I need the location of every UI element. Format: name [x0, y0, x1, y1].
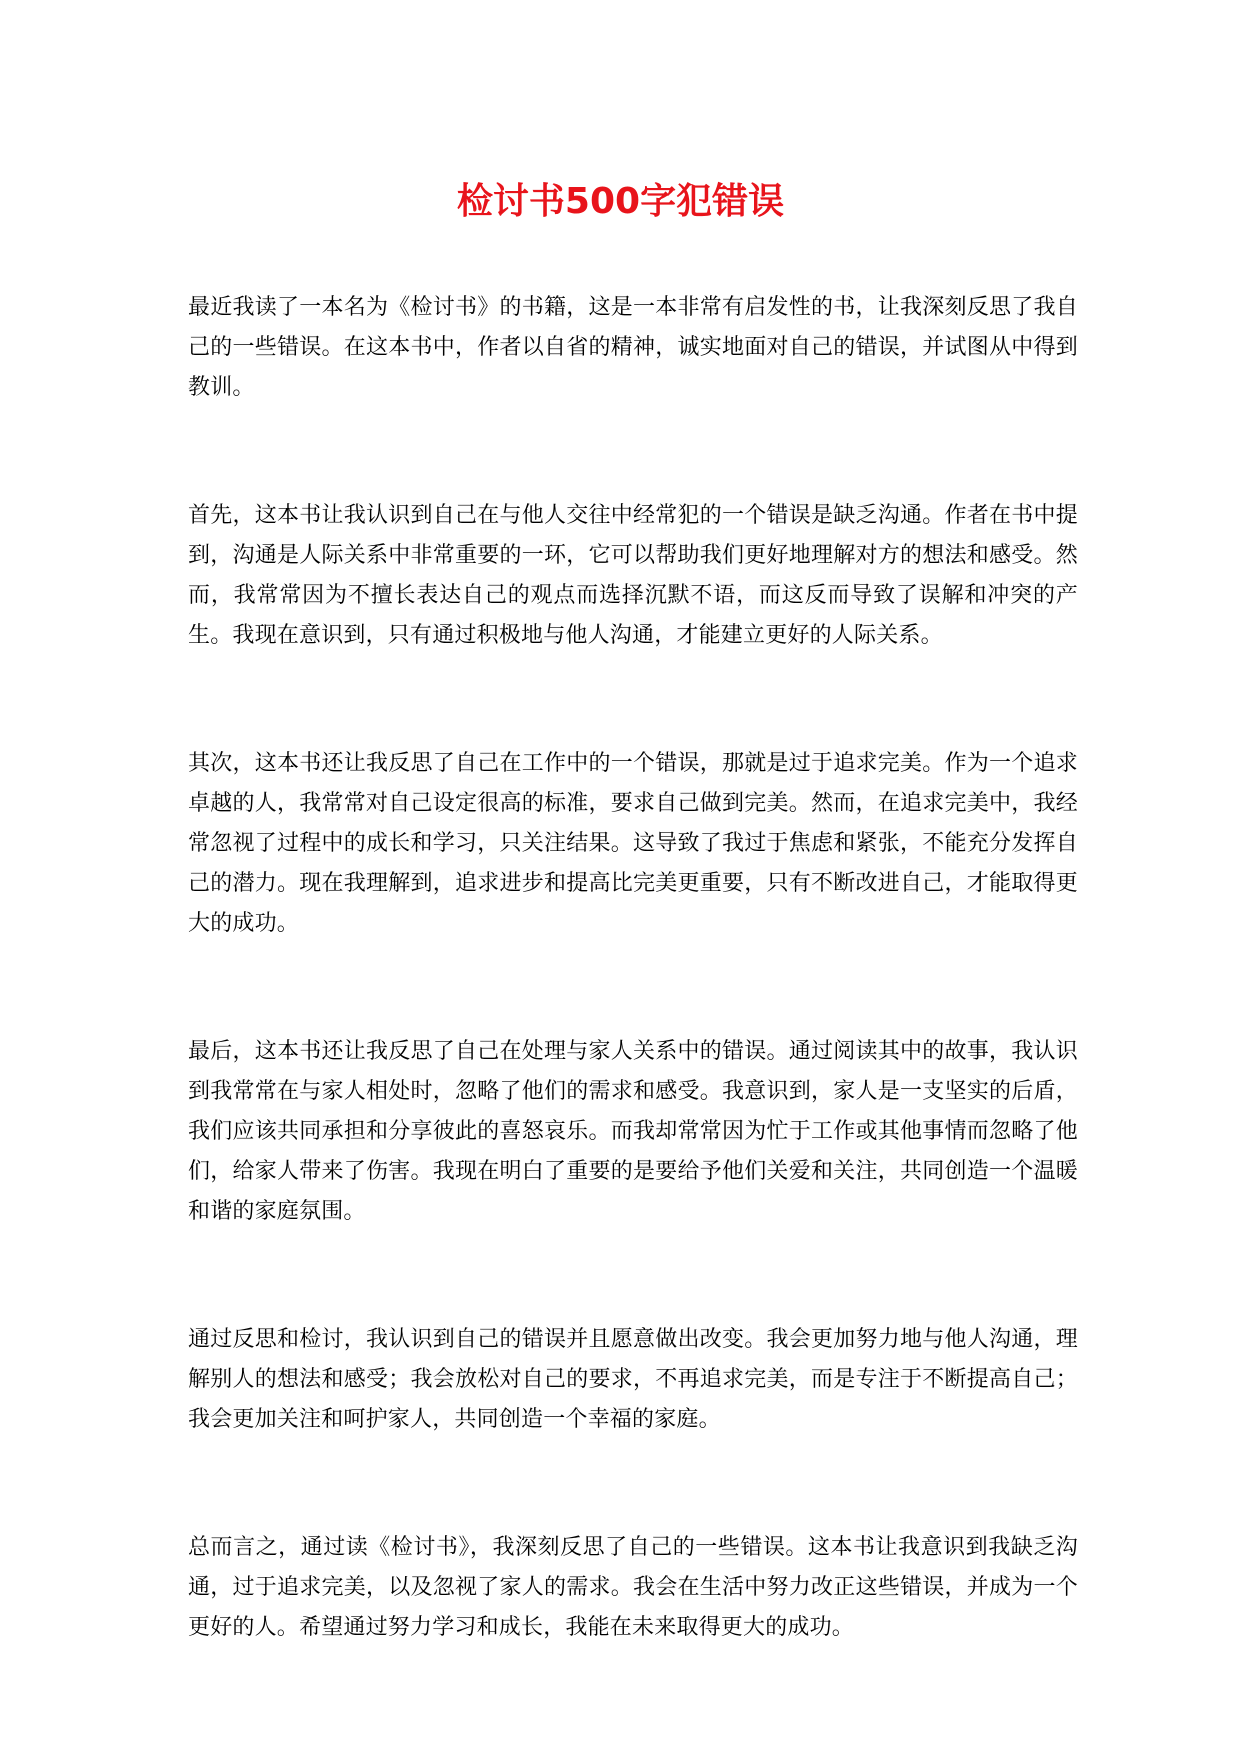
- paragraph-5: 通过反思和检讨，我认识到自己的错误并且愿意做出改变。我会更加努力地与他人沟通，理解别人的想法和感受；我会放松对自己的要求，不再追求完美，而是专注于不断提高自己；我会更加关注和呵护家人，共同创造一个幸福的家庭。: [188, 1327, 1078, 1432]
- document-title: 检讨书500字犯错误: [456, 181, 785, 222]
- paragraph-2: 首先，这本书让我认识到自己在与他人交往中经常犯的一个错误是缺乏沟通。作者在书中提到，沟通是人际关系中非常重要的一环，它可以帮助我们更好地理解对方的想法和感受。然而，我常常因为不擅长表达自己的观点而选择沉默不语，而这反而导致了误解和冲突的产生。我现在意识到，只有通过积极地与他人沟通，才能建立更好的人际关系。: [188, 503, 1078, 648]
- paragraph-3: 其次，这本书还让我反思了自己在工作中的一个错误，那就是过于追求完美。作为一个追求卓越的人，我常常对自己设定很高的标准，要求自己做到完美。然而，在追求完美中，我经常忽视了过程中的成长和学习，只关注结果。这导致了我过于焦虑和紧张，不能充分发挥自己的潜力。现在我理解到，追求进步和提高比完美更重要，只有不断改进自己，才能取得更大的成功。: [188, 751, 1078, 936]
- paragraph-6: 总而言之，通过读《检讨书》，我深刻反思了自己的一些错误。这本书让我意识到我缺乏沟通，过于追求完美，以及忽视了家人的需求。我会在生活中努力改正这些错误，并成为一个更好的人。希望通过努力学习和成长，我能在未来取得更大的成功。: [188, 1535, 1078, 1640]
- paragraph-1: 最近我读了一本名为《检讨书》的书籍，这是一本非常有启发性的书，让我深刻反思了我自己的一些错误。在这本书中，作者以自省的精神，诚实地面对自己的错误，并试图从中得到教训。: [188, 295, 1078, 400]
- document-body: [188, 288, 1078, 1648]
- paragraph-4: 最后，这本书还让我反思了自己在处理与家人关系中的错误。通过阅读其中的故事，我认识到我常常在与家人相处时，忽略了他们的需求和感受。我意识到，家人是一支坚实的后盾，我们应该共同承担和分享彼此的喜怒哀乐。而我却常常因为忙于工作或其他事情而忽略了他们，给家人带来了伤害。我现在明白了重要的是要给予他们关爱和关注，共同创造一个温暖和谐的家庭氛围。: [188, 1039, 1078, 1224]
